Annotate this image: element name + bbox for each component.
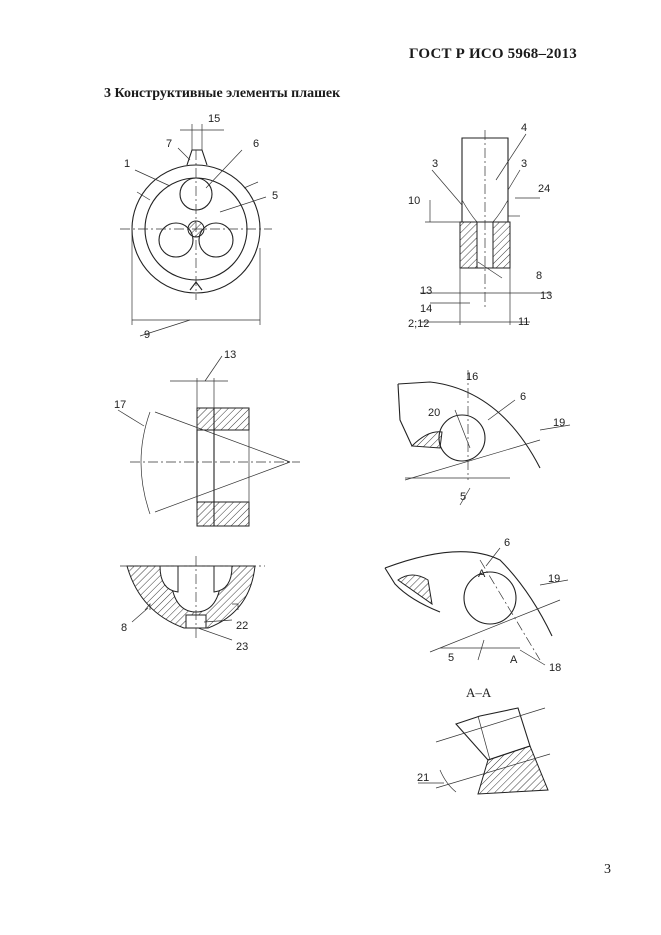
label-10: 10 — [408, 195, 421, 207]
label-3-right: 3 — [521, 158, 528, 170]
label-13-right: 13 — [540, 290, 553, 302]
label-1: 1 — [124, 158, 131, 170]
section-title: 3 Конструктивные элементы плашек — [104, 86, 341, 101]
figure-half-die-section — [120, 556, 265, 653]
label-7: 7 — [166, 138, 173, 150]
page-number: 3 — [604, 862, 611, 877]
label-11: 11 — [518, 316, 530, 328]
figure-section-aa — [417, 708, 550, 794]
label-14: 14 — [420, 303, 433, 315]
label-24: 24 — [538, 183, 551, 195]
label-15: 15 — [208, 113, 221, 125]
label-2-12: 2;12 — [408, 318, 430, 330]
figure-cutting-edge-detail — [385, 537, 568, 674]
figure-die-side-view — [408, 122, 552, 330]
label-8: 8 — [121, 622, 128, 634]
figure-die-front-view — [120, 113, 278, 341]
label-22: 22 — [236, 620, 249, 632]
label-9: 9 — [144, 329, 151, 341]
section-mark-a-bottom: А — [510, 654, 518, 666]
section-mark-a-top: А — [478, 568, 486, 580]
label-6: 6 — [520, 391, 527, 403]
label-5: 5 — [272, 190, 279, 202]
label-8: 8 — [536, 270, 543, 282]
label-23: 23 — [236, 641, 249, 653]
label-21: 21 — [417, 772, 430, 784]
section-aa-title: А–А — [466, 685, 492, 700]
page-header: ГОСТ Р ИСО 5968–2013 — [409, 46, 577, 62]
label-19: 19 — [548, 573, 561, 585]
label-5: 5 — [460, 491, 467, 503]
label-19: 19 — [553, 417, 566, 429]
label-18: 18 — [549, 662, 562, 674]
figure-chip-hole-detail — [398, 370, 570, 505]
label-13-left: 13 — [420, 285, 433, 297]
label-6: 6 — [504, 537, 511, 549]
label-20: 20 — [428, 407, 441, 419]
label-6: 6 — [253, 138, 260, 150]
figure-die-cross-section — [114, 349, 300, 526]
label-17: 17 — [114, 399, 127, 411]
label-5: 5 — [448, 652, 455, 664]
label-4: 4 — [521, 122, 528, 134]
label-13: 13 — [224, 349, 237, 361]
label-16: 16 — [466, 371, 479, 383]
label-3-left: 3 — [432, 158, 439, 170]
